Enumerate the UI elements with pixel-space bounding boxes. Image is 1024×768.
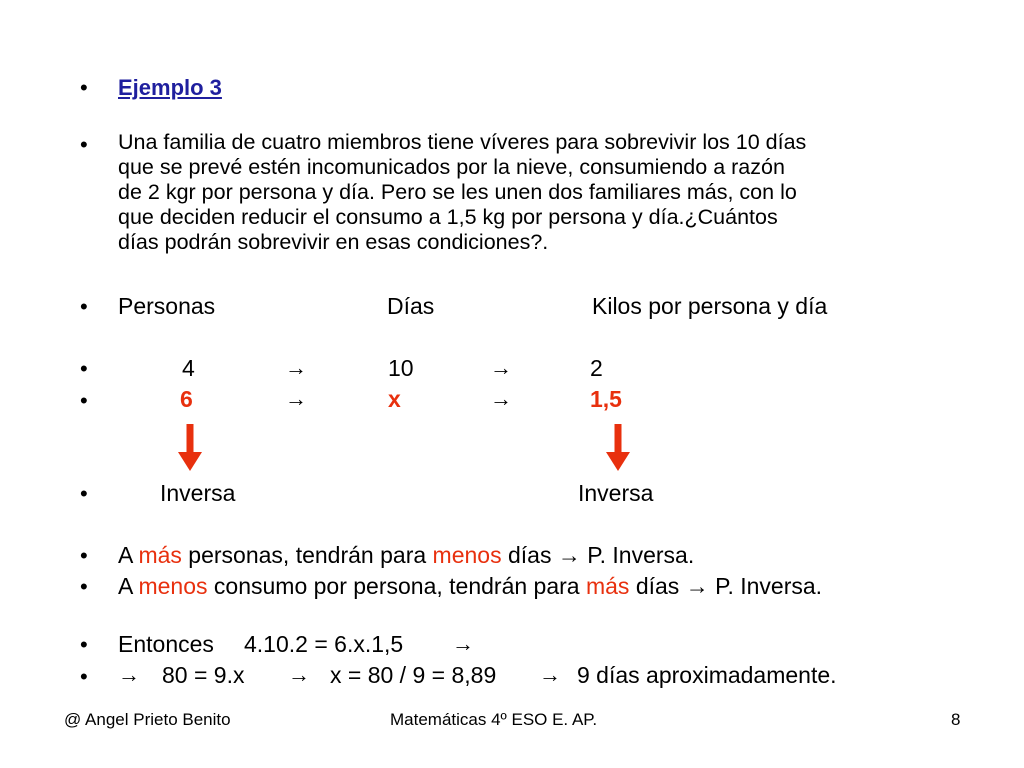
bullet: • [80, 481, 88, 506]
right-arrow-icon: → [288, 662, 310, 687]
header-kilos: Kilos por persona y día [592, 293, 828, 319]
problem-statement [118, 130, 948, 255]
problem-line: que se prevé estén incomunicados por la nieve, consumiendo a razón [118, 155, 785, 179]
right-arrow-icon: → [685, 573, 709, 599]
header-personas: Personas [118, 293, 216, 319]
right-arrow-icon: → [285, 386, 307, 411]
bullet: • [80, 294, 88, 319]
right-arrow-icon: → [452, 631, 474, 656]
solution-result: 9 días aproximadamente. [577, 662, 837, 688]
solution-step-1: 80 = 9.x [162, 662, 245, 688]
reason-1: A más personas, tendrán para menos días → P. Inversa. [118, 542, 695, 568]
right-arrow-icon: → [490, 386, 512, 411]
right-arrow-icon: → [285, 355, 307, 380]
reason-2: A menos consumo por persona, tendrán para más días → P. Inversa. [118, 573, 823, 599]
down-arrow-icon [176, 424, 204, 472]
bullet: • [80, 75, 88, 100]
equation-expr: 4.10.2 = 6.x.1,5 [244, 631, 404, 657]
bullet: • [80, 388, 88, 413]
down-arrow-icon [604, 424, 632, 472]
problem-line: que deciden reducir el consumo a 1,5 kg por persona y día.¿Cuántos [118, 205, 778, 229]
bullet: • [80, 574, 88, 599]
row2-personas: 6 [180, 386, 193, 412]
bullet: • [80, 356, 88, 381]
solution-step-2: x = 80 / 9 = 8,89 [330, 662, 497, 688]
header-dias: Días [387, 293, 435, 319]
row2-dias: x [388, 386, 401, 412]
bullet: • [80, 664, 88, 689]
row2-kilos: 1,5 [590, 386, 622, 412]
right-arrow-icon: → [539, 662, 561, 687]
right-arrow-icon: → [118, 662, 140, 687]
right-arrow-icon: → [557, 542, 581, 568]
row1-dias: 10 [388, 355, 414, 381]
bullet: • [80, 543, 88, 568]
footer-page-number: 8 [951, 710, 961, 729]
problem-line: Una familia de cuatro miembros tiene víveres para sobrevivir los 10 días [118, 130, 807, 154]
relation-right: Inversa [578, 480, 654, 506]
problem-line: de 2 kgr por persona y día. Pero se les unen dos familiares más, con lo [118, 180, 797, 204]
relation-left: Inversa [160, 480, 236, 506]
right-arrow-icon: → [490, 355, 512, 380]
bullet: • [80, 632, 88, 657]
footer-course: Matemáticas 4º ESO E. AP. [390, 710, 598, 729]
row1-personas: 4 [182, 355, 195, 381]
footer-author: @ Angel Prieto Benito [64, 710, 231, 729]
row1-kilos: 2 [590, 355, 603, 381]
problem-line: días podrán sobrevivir en esas condiciones?. [118, 230, 549, 254]
bullet: • [80, 132, 88, 157]
slide-title: Ejemplo 3 [118, 75, 222, 100]
equation-label: Entonces [118, 631, 214, 657]
